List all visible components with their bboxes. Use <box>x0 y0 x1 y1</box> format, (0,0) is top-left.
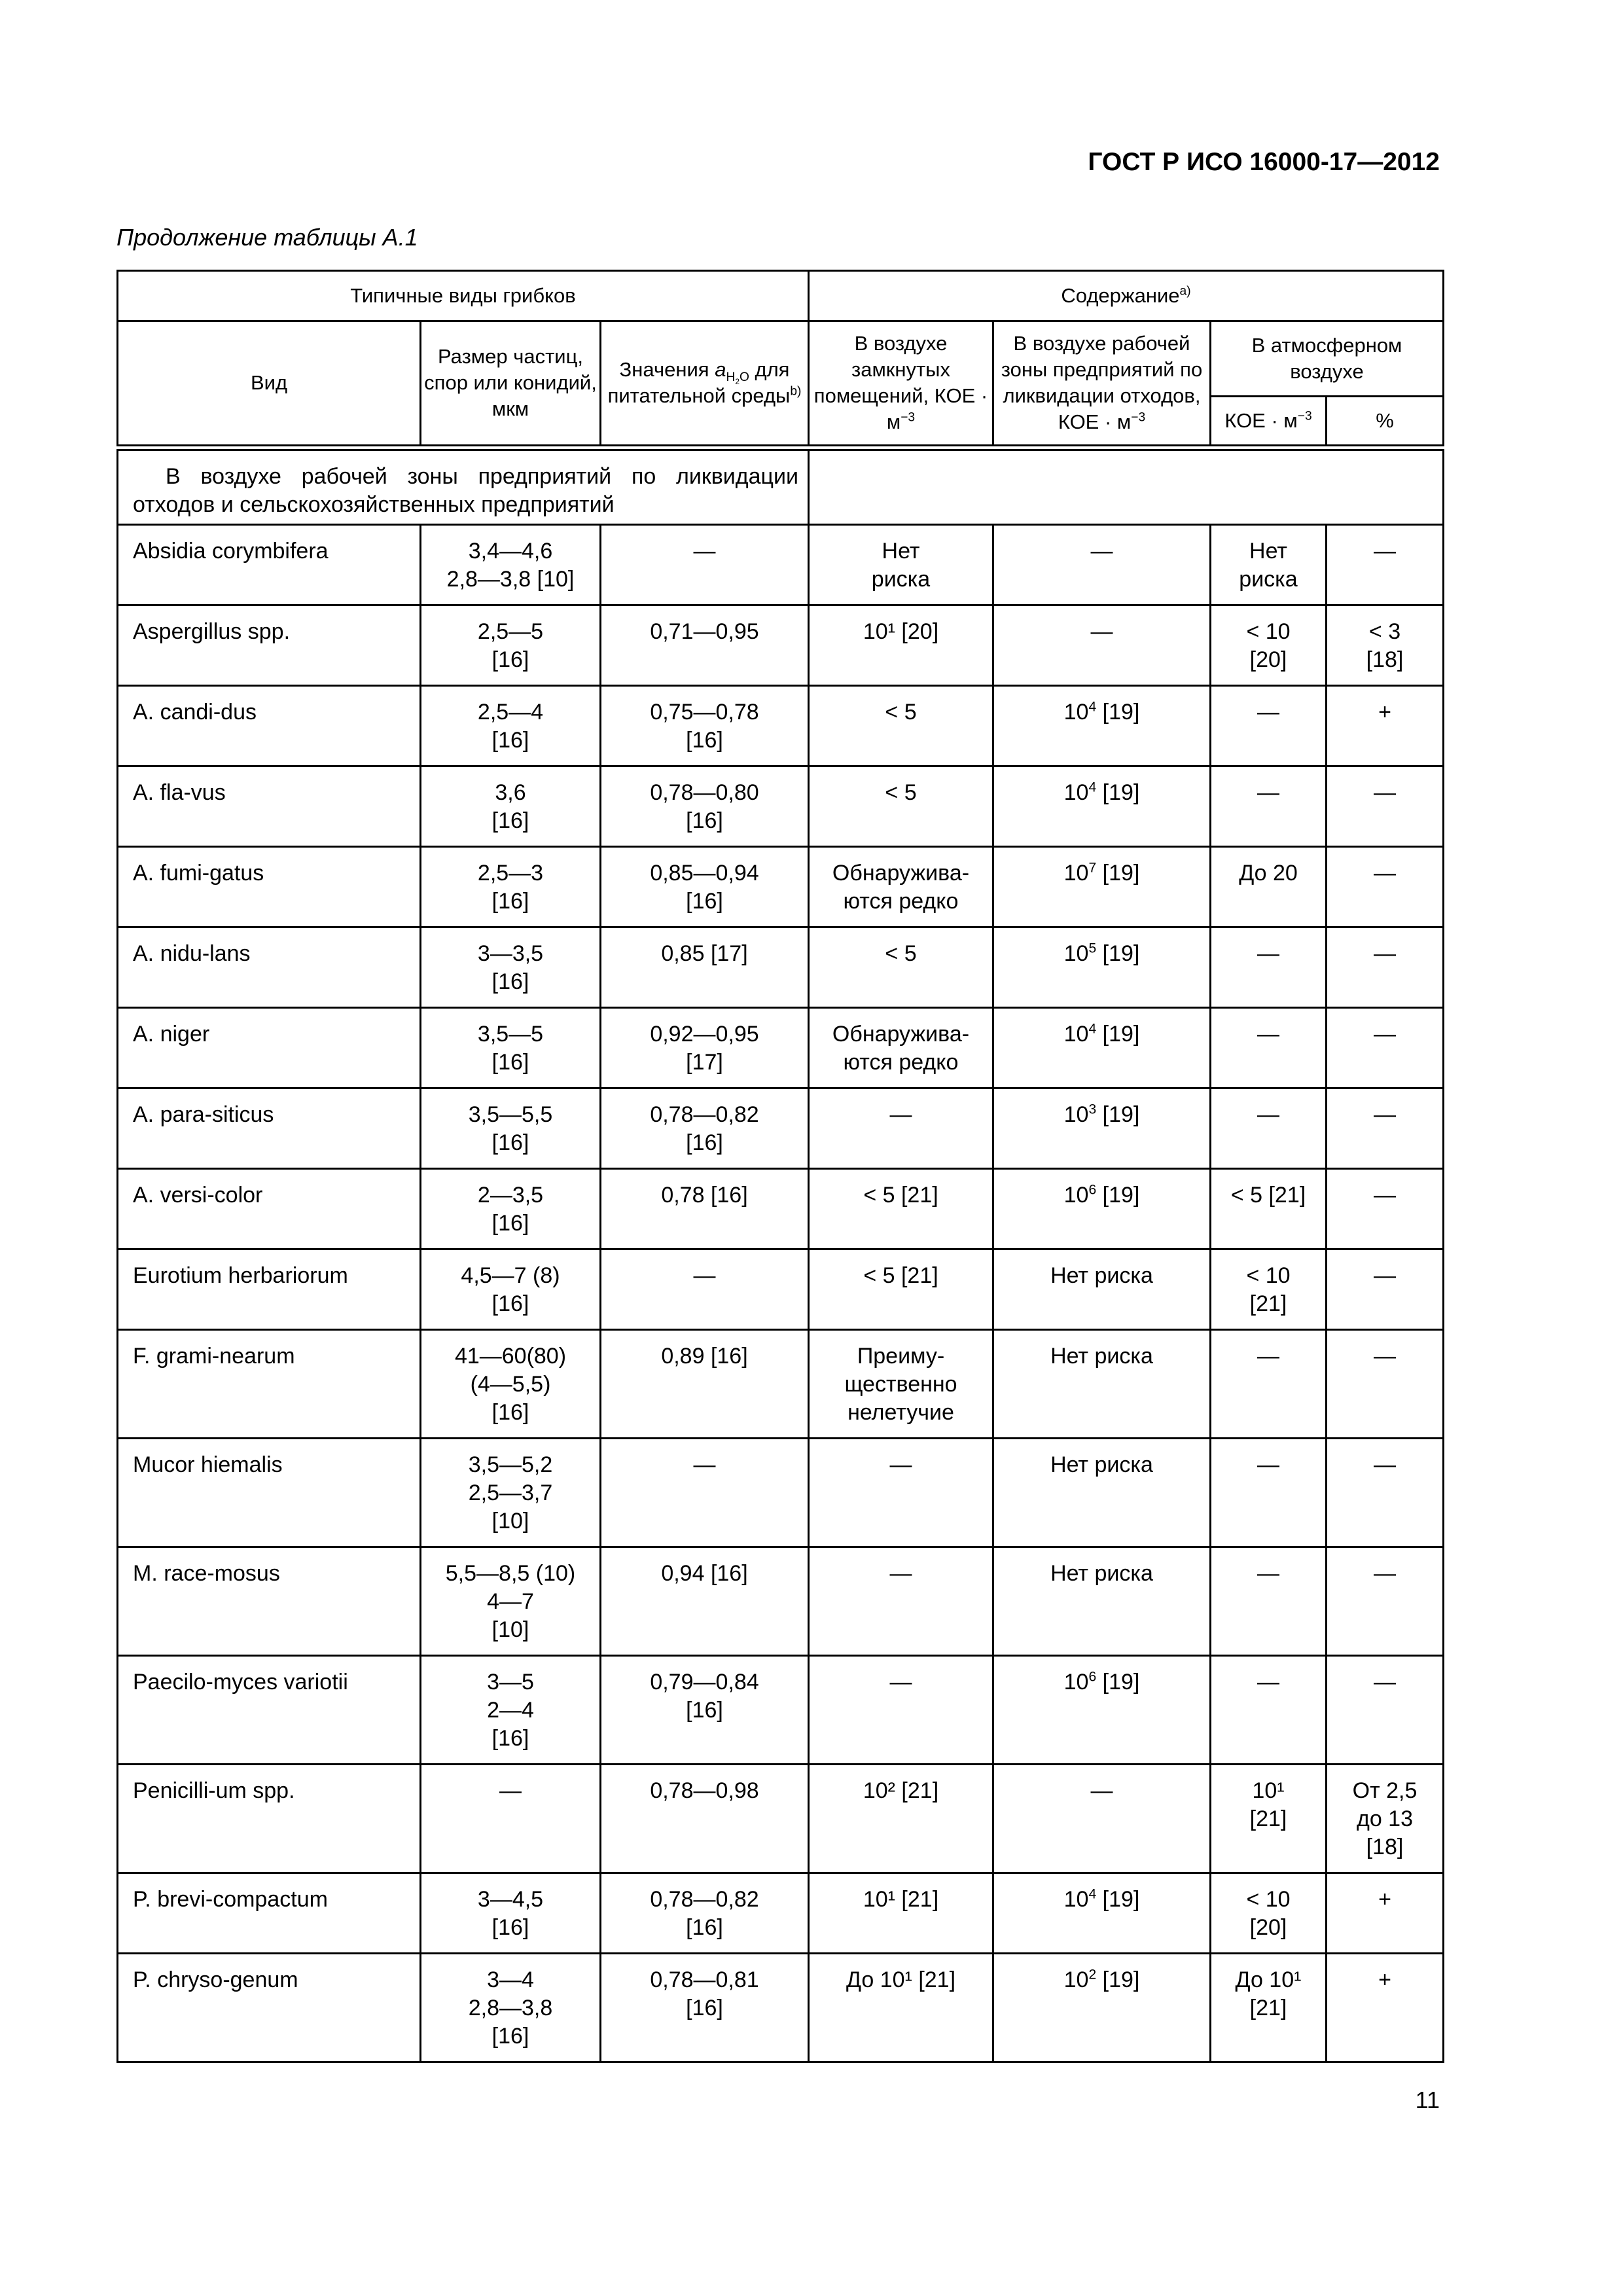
outdoor-cfu-cell: — <box>1211 1547 1327 1656</box>
water-activity-cell: 0,78 [16] <box>601 1169 809 1249</box>
particle-size-cell: 2,5—3 [16] <box>421 847 601 927</box>
outdoor-cfu-cell: Нет риска <box>1211 525 1327 605</box>
particle-size-cell: 2,5—5 [16] <box>421 605 601 686</box>
table-row <box>118 1954 1444 2062</box>
workplace-value-cell: $10^6$ [19] <box>993 1656 1211 1765</box>
workplace-value-cell: — <box>993 605 1211 686</box>
outdoor-cfu-cell: < 10 [20] <box>1211 605 1327 686</box>
workplace-value-cell: Нет риска <box>993 1249 1211 1330</box>
species-cell: A. niger <box>118 1008 421 1088</box>
outdoor-cfu-cell: — <box>1211 1330 1327 1439</box>
water-activity-cell: 0,78—0,98 <box>601 1765 809 1873</box>
species-cell: A. versi-color <box>118 1169 421 1249</box>
water-activity-cell: 0,78—0,82 [16] <box>601 1873 809 1954</box>
indoor-value-cell: < 5 <box>809 686 993 766</box>
table-row <box>118 1547 1444 1656</box>
species-cell: P. chryso-genum <box>118 1954 421 2062</box>
species-cell: Paecilo-myces variotii <box>118 1656 421 1765</box>
outdoor-cfu-cell: < 5 [21] <box>1211 1169 1327 1249</box>
outdoor-cfu-cell: — <box>1211 1088 1327 1169</box>
species-cell: A. fla-vus <box>118 766 421 847</box>
outdoor-percent-cell: От 2,5 до 13 [18] <box>1327 1765 1444 1873</box>
outdoor-percent-cell: — <box>1327 1088 1444 1169</box>
workplace-value-cell: $10^5$ [19] <box>993 927 1211 1008</box>
workplace-value-cell: Нет риска <box>993 1439 1211 1547</box>
particle-size-cell: 2—3,5 [16] <box>421 1169 601 1249</box>
indoor-value-cell: До 10¹ [21] <box>809 1954 993 2062</box>
table-row <box>118 1873 1444 1954</box>
table-row <box>118 927 1444 1008</box>
table-row <box>118 686 1444 766</box>
particle-size-cell: 5,5—8,5 (10) 4—7 [10] <box>421 1547 601 1656</box>
indoor-value-cell: 10¹ [21] <box>809 1873 993 1954</box>
outdoor-percent-cell: — <box>1327 1169 1444 1249</box>
particle-size-cell: 3—4,5 [16] <box>421 1873 601 1954</box>
water-activity-cell: 0,94 [16] <box>601 1547 809 1656</box>
species-cell: Eurotium herbariorum <box>118 1249 421 1330</box>
table-row <box>118 1008 1444 1088</box>
workplace-value-cell: $10^2$ [19] <box>993 1954 1211 2062</box>
header-content-group: Содержание$^{a)}$ <box>809 271 1444 321</box>
species-cell: P. brevi-compactum <box>118 1873 421 1954</box>
water-activity-cell: 0,75—0,78 [16] <box>601 686 809 766</box>
outdoor-cfu-cell: — <box>1211 686 1327 766</box>
outdoor-cfu-cell: 10¹ [21] <box>1211 1765 1327 1873</box>
indoor-value-cell: Обнаружива- ются редко <box>809 847 993 927</box>
table-row <box>118 1656 1444 1765</box>
water-activity-cell: 0,92—0,95 [17] <box>601 1008 809 1088</box>
particle-size-cell: 3,5—5,5 [16] <box>421 1088 601 1169</box>
particle-size-cell: 3,5—5 [16] <box>421 1008 601 1088</box>
workplace-value-cell: $10^4$ [19] <box>993 766 1211 847</box>
outdoor-percent-cell: + <box>1327 686 1444 766</box>
outdoor-cfu-cell: До 20 <box>1211 847 1327 927</box>
indoor-value-cell: 10¹ [20] <box>809 605 993 686</box>
particle-size-cell: 3—3,5 [16] <box>421 927 601 1008</box>
particle-size-cell: 2,5—4 [16] <box>421 686 601 766</box>
workplace-value-cell: $10^7$ [19] <box>993 847 1211 927</box>
water-activity-cell: — <box>601 525 809 605</box>
section-title: В воздухе рабочей зоны предприятий по ликвидации отходов и сельскохозяйственных предприятий <box>118 448 809 525</box>
water-activity-cell: 0,85—0,94 [16] <box>601 847 809 927</box>
header-outdoor-air: В атмосферном воздухе <box>1211 321 1444 397</box>
particle-size-cell: — <box>421 1765 601 1873</box>
outdoor-percent-cell: — <box>1327 1656 1444 1765</box>
workplace-value-cell: Нет риска <box>993 1547 1211 1656</box>
indoor-value-cell: Преиму- щественно нелетучие <box>809 1330 993 1439</box>
table-caption: Продолжение таблицы А.1 <box>116 224 418 251</box>
header-particle-size: Размер частиц, спор или конидий, мкм <box>421 321 601 448</box>
outdoor-percent-cell: — <box>1327 766 1444 847</box>
workplace-value-cell: $10^4$ [19] <box>993 686 1211 766</box>
particle-size-cell: 4,5—7 (8) [16] <box>421 1249 601 1330</box>
particle-size-cell: 3—4 2,8—3,8 [16] <box>421 1954 601 2062</box>
indoor-value-cell: < 5 <box>809 766 993 847</box>
workplace-value-cell: $10^4$ [19] <box>993 1873 1211 1954</box>
outdoor-percent-cell: — <box>1327 525 1444 605</box>
water-activity-cell: 0,79—0,84 [16] <box>601 1656 809 1765</box>
fungi-table <box>116 270 1444 2063</box>
workplace-value-cell: — <box>993 1765 1211 1873</box>
outdoor-cfu-cell: До 10¹ [21] <box>1211 1954 1327 2062</box>
outdoor-percent-cell: — <box>1327 1249 1444 1330</box>
outdoor-percent-cell: — <box>1327 927 1444 1008</box>
workplace-value-cell: Нет риска <box>993 1330 1211 1439</box>
table-row <box>118 766 1444 847</box>
outdoor-cfu-cell: < 10 [21] <box>1211 1249 1327 1330</box>
table-row <box>118 1249 1444 1330</box>
header-workplace-air: В воздухе рабочей зоны предприятий по ликвидации отходов, КОЕ · $м^{-3}$ <box>993 321 1211 448</box>
outdoor-cfu-cell: — <box>1211 1008 1327 1088</box>
indoor-value-cell: Обнаружива- ются редко <box>809 1008 993 1088</box>
indoor-value-cell: — <box>809 1088 993 1169</box>
species-cell: Absidia corymbifera <box>118 525 421 605</box>
header-species: Вид <box>118 321 421 448</box>
table-row <box>118 847 1444 927</box>
species-cell: A. para-siticus <box>118 1088 421 1169</box>
indoor-value-cell: < 5 [21] <box>809 1169 993 1249</box>
table-row <box>118 605 1444 686</box>
particle-size-cell: 3—5 2—4 [16] <box>421 1656 601 1765</box>
water-activity-cell: — <box>601 1439 809 1547</box>
table-row <box>118 1169 1444 1249</box>
header-cfu: КОЕ · $м^{-3}$ <box>1211 397 1327 448</box>
outdoor-percent-cell: < 3 [18] <box>1327 605 1444 686</box>
header-percent: % <box>1327 397 1444 448</box>
outdoor-percent-cell: — <box>1327 1547 1444 1656</box>
species-cell: Mucor hiemalis <box>118 1439 421 1547</box>
species-cell: Penicilli-um spp. <box>118 1765 421 1873</box>
water-activity-cell: 0,78—0,80 [16] <box>601 766 809 847</box>
header-fungi-group: Типичные виды грибков <box>118 271 809 321</box>
indoor-value-cell: 10² [21] <box>809 1765 993 1873</box>
species-cell: A. nidu-lans <box>118 927 421 1008</box>
water-activity-cell: 0,71—0,95 <box>601 605 809 686</box>
water-activity-cell: 0,89 [16] <box>601 1330 809 1439</box>
outdoor-percent-cell: + <box>1327 1954 1444 2062</box>
outdoor-cfu-cell: — <box>1211 927 1327 1008</box>
outdoor-cfu-cell: — <box>1211 1439 1327 1547</box>
table-body <box>118 525 1444 2062</box>
outdoor-cfu-cell: < 10 [20] <box>1211 1873 1327 1954</box>
table-row <box>118 1330 1444 1439</box>
indoor-value-cell: < 5 <box>809 927 993 1008</box>
page-number: 11 <box>1415 2087 1440 2113</box>
water-activity-cell: 0,78—0,82 [16] <box>601 1088 809 1169</box>
workplace-value-cell: $10^3$ [19] <box>993 1088 1211 1169</box>
table-row <box>118 1765 1444 1873</box>
indoor-value-cell: < 5 [21] <box>809 1249 993 1330</box>
header-indoor-air: В воздухе замкнутых помещений, КОЕ · $м^{-3}$ <box>809 321 993 448</box>
water-activity-cell: — <box>601 1249 809 1330</box>
particle-size-cell: 3,6 [16] <box>421 766 601 847</box>
workplace-value-cell: $10^6$ [19] <box>993 1169 1211 1249</box>
table-row <box>118 1439 1444 1547</box>
document-code: ГОСТ Р ИСО 16000-17—2012 <box>1088 148 1440 176</box>
workplace-value-cell: — <box>993 525 1211 605</box>
water-activity-cell: 0,78—0,81 [16] <box>601 1954 809 2062</box>
indoor-value-cell: — <box>809 1656 993 1765</box>
table-row <box>118 1088 1444 1169</box>
outdoor-cfu-cell: — <box>1211 1656 1327 1765</box>
indoor-value-cell: Нет риска <box>809 525 993 605</box>
water-activity-cell: 0,85 [17] <box>601 927 809 1008</box>
workplace-value-cell: $10^4$ [19] <box>993 1008 1211 1088</box>
outdoor-cfu-cell: — <box>1211 766 1327 847</box>
species-cell: F. grami-nearum <box>118 1330 421 1439</box>
outdoor-percent-cell: — <box>1327 1439 1444 1547</box>
species-cell: M. race-mosus <box>118 1547 421 1656</box>
section-empty-cell <box>809 448 1444 525</box>
table-row <box>118 525 1444 605</box>
outdoor-percent-cell: + <box>1327 1873 1444 1954</box>
header-water-activity: Значения $a_{H_2O}$ для питательной среды$^{b)}$ <box>601 321 809 448</box>
particle-size-cell: 41—60(80) (4—5,5) [16] <box>421 1330 601 1439</box>
species-cell: Aspergillus spp. <box>118 605 421 686</box>
particle-size-cell: 3,4—4,6 2,8—3,8 [10] <box>421 525 601 605</box>
outdoor-percent-cell: — <box>1327 847 1444 927</box>
indoor-value-cell: — <box>809 1439 993 1547</box>
species-cell: A. candi-dus <box>118 686 421 766</box>
outdoor-percent-cell: — <box>1327 1330 1444 1439</box>
indoor-value-cell: — <box>809 1547 993 1656</box>
species-cell: A. fumi-gatus <box>118 847 421 927</box>
outdoor-percent-cell: — <box>1327 1008 1444 1088</box>
particle-size-cell: 3,5—5,2 2,5—3,7 [10] <box>421 1439 601 1547</box>
